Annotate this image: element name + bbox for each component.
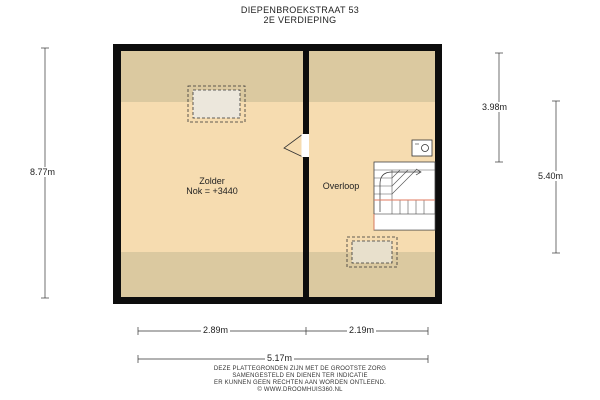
dimension-right-lower: 5.40m	[538, 171, 564, 181]
skylight-overloop	[347, 237, 397, 267]
wall-middle-upper	[303, 51, 309, 134]
wall-bottom	[113, 297, 442, 304]
dimension-width-total: 5.17m	[267, 353, 293, 363]
slope-top-right	[309, 51, 435, 102]
room-label-zolder: Zolder	[199, 176, 225, 186]
disclaimer-line-1: DEZE PLATTEGRONDEN ZIJN MET DE GROOTSTE ZORG	[213, 366, 387, 372]
disclaimer	[0, 366, 600, 394]
disclaimer-line-2: SAMENGESTELD EN DIENEN TER INDICATIE	[232, 373, 368, 379]
room-label-overloop: Overloop	[322, 181, 360, 191]
disclaimer-line-4: © WWW.DROOMHUIS360.NL	[257, 387, 343, 393]
staircase	[374, 162, 435, 230]
dimension-right-upper: 3.98m	[482, 102, 508, 112]
wall-top	[113, 44, 442, 51]
room-note-zolder: Nok = +3440	[186, 186, 238, 196]
boiler-icon	[412, 140, 432, 156]
wall-middle-lower	[303, 157, 309, 297]
wall-left	[113, 44, 121, 304]
floorplan-address: DIEPENBROEKSTRAAT 53	[240, 5, 360, 15]
wall-right	[435, 44, 442, 304]
floorplan-floor-label: 2E VERDIEPING	[263, 15, 337, 25]
disclaimer-line-3: ER KUNNEN GEEN RECHTEN AAN WORDEN ONTLEEND.	[214, 380, 386, 386]
slope-bottom-left	[121, 252, 303, 297]
skylight-zolder	[188, 86, 245, 122]
dimension-width-right: 2.19m	[349, 325, 375, 335]
dimension-total-depth: 8.77m	[30, 167, 56, 177]
dimension-width-left: 2.89m	[203, 325, 229, 335]
